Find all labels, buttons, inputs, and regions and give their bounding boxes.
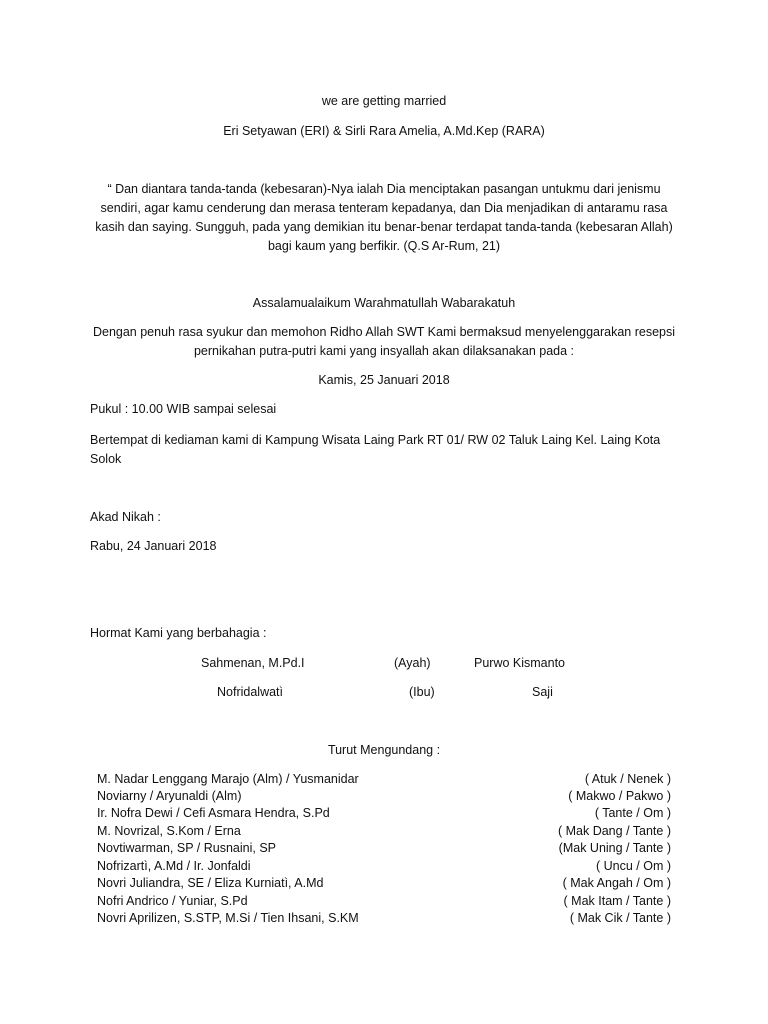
host-mother-bride: Nofridalwatì [217, 685, 283, 699]
akad-date: Rabu, 24 Januari 2018 [90, 539, 217, 553]
invitee-relation: ( Atuk / Nenek ) [584, 772, 671, 786]
invitee-list [0, 768, 768, 938]
venue-line-2: Solok [90, 452, 122, 466]
akad-label: Akad Nikah : [90, 510, 161, 524]
invitee-relation: (Mak Uning / Tante ) [558, 841, 671, 855]
host-mother-groom: Saji [532, 685, 553, 699]
invitee-name: Nofri Andrico / Yuniar, S.Pd [97, 894, 248, 908]
list-item [97, 857, 671, 874]
list-item [97, 839, 671, 856]
invitee-name: Nofrizartì, A.Md / Ir. Jonfaldi [97, 859, 251, 873]
invitees-label: Turut Mengundang : [327, 743, 441, 757]
invitee-name: Ir. Nofra Dewi / Cefi Asmara Hendra, S.Pd [97, 806, 330, 820]
invitee-relation: ( Tante / Om ) [594, 806, 671, 820]
intro-line-2: pernikahan putra-putri kami yang insyallah akan dilaksanakan pada : [193, 344, 575, 358]
quote-line-3: kasih dan saying. Sungguh, pada yang demikian itu benar-benar terdapat tanda-tanda (kebesaran Allah) [95, 220, 673, 234]
intro-line-1: Dengan penuh rasa syukur dan memohon Ridho Allah SWT Kami bermaksud menyelenggarakan resepsi [92, 325, 676, 339]
invitee-name: M. Nadar Lenggang Marajo (Alm) / Yusmanidar [97, 772, 359, 786]
venue-line-1: Bertempat di kediaman kami di Kampung Wisata Laing Park RT 01/ RW 02 Taluk Laing Kel. Laing Kota [90, 433, 661, 447]
list-item [97, 909, 671, 926]
invitee-name: M. Novrizal, S.Kom / Erna [97, 824, 241, 838]
invitee-name: Novri Aprilizen, S.STP, M.Si / Tien Ihsani, S.KM [97, 911, 359, 925]
invitee-relation: ( Mak Itam / Tante ) [563, 894, 671, 908]
couple-names: Eri Setyawan (ERI) & Sirli Rara Amelia, A.Md.Kep (RARA) [223, 124, 545, 138]
quote-line-4: bagi kaum yang berfikir. (Q.S Ar-Rum, 21) [267, 239, 501, 253]
list-item [97, 804, 671, 821]
tagline: we are getting married [321, 94, 447, 108]
invitee-name: Novri Juliandra, SE / Eliza Kurniatì, A.Md [97, 876, 324, 890]
list-item [97, 770, 671, 787]
host-role-father: (Ayah) [394, 656, 431, 670]
quote-line-2: sendiri, agar kamu cenderung dan merasa tenteram kepadanya, dan Dia menjadikan di antaramu rasa [100, 201, 668, 215]
invitee-relation: ( Uncu / Om ) [595, 859, 671, 873]
invitee-relation: ( Mak Dang / Tante ) [557, 824, 671, 838]
list-item [97, 787, 671, 804]
hosts-label: Hormat Kami yang berbahagia : [90, 626, 267, 640]
invitee-relation: ( Makwo / Pakwo ) [568, 789, 671, 803]
invitee-name: Novtiwarman, SP / Rusnaini, SP [97, 841, 277, 855]
event-date: Kamis, 25 Januari 2018 [318, 373, 450, 387]
quote-line-1: “ Dan diantara tanda-tanda (kebesaran)-Nya ialah Dia menciptakan pasangan untukmu dari jenismu [107, 182, 661, 196]
event-time: Pukul : 10.00 WIB sampai selesai [90, 402, 277, 416]
host-father-bride: Sahmenan, M.Pd.I [201, 656, 305, 670]
list-item [97, 822, 671, 839]
host-role-mother: (Ibu) [409, 685, 435, 699]
invitee-name: Noviarny / Aryunaldi (Alm) [97, 789, 242, 803]
list-item [97, 892, 671, 909]
invitee-relation: ( Mak Cik / Tante ) [569, 911, 671, 925]
host-father-groom: Purwo Kismanto [474, 656, 566, 670]
list-item [97, 874, 671, 891]
invitee-relation: ( Mak Angah / Om ) [562, 876, 671, 890]
greeting: Assalamualaikum Warahmatullah Wabarakatuh [252, 296, 516, 310]
